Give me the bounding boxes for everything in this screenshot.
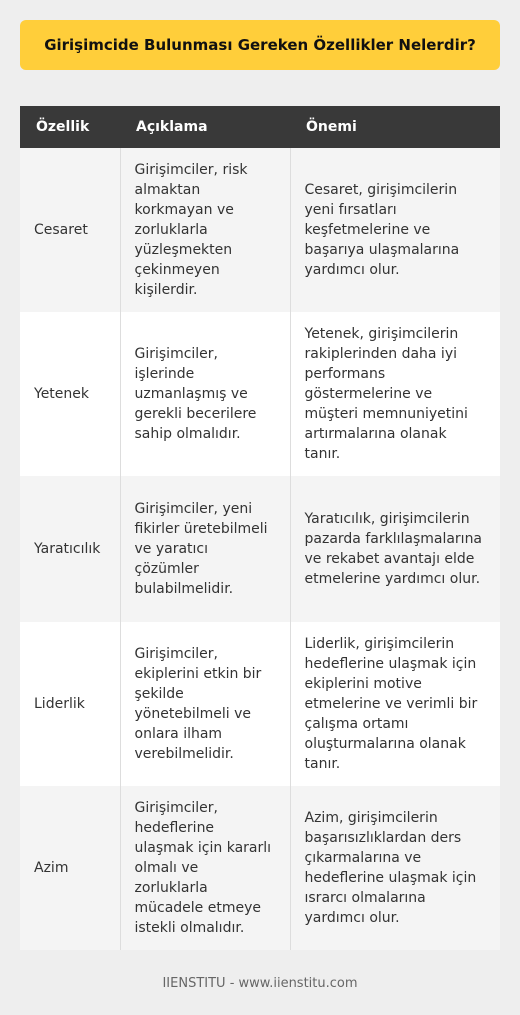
feature-cell: Liderlik <box>20 622 120 786</box>
importance-cell: Yetenek, girişimcilerin rakiplerinden daha iyi performans göstermelerine ve müşteri memnuniyetini artırmalarına olanak tanır. <box>304 326 468 462</box>
table-row <box>20 622 500 786</box>
importance-cell: Yaratıcılık, girişimcilerin pazarda farklılaşmalarına ve rekabet avantajı elde etmelerine yardımcı olur. <box>304 511 483 587</box>
description-cell: Girişimciler, risk almaktan korkmayan ve zorluklarla yüzleşmekten çekinmeyen kişilerdir. <box>120 148 290 312</box>
table-row <box>20 476 500 622</box>
table-body <box>20 148 500 950</box>
description-cell: Girişimciler, hedeflerine ulaşmak için kararlı olmalı ve zorluklarla mücadele etmeye istekli olmalıdır. <box>120 786 290 950</box>
column-header-description: Açıklama <box>120 106 290 148</box>
importance-cell: Liderlik, girişimcilerin hedeflerine ulaşmak için ekiplerini motive etmelerine ve verimli bir çalışma ortamı oluşturmalarına olanak tanır. <box>304 636 478 772</box>
page-title: Girişimcide Bulunması Gereken Özellikler Nelerdir? <box>20 20 500 70</box>
feature-cell: Cesaret <box>20 148 120 312</box>
table-header <box>20 106 500 148</box>
description-cell: Girişimciler, yeni fikirler üretebilmeli ve yaratıcı çözümler bulabilmelidir. <box>120 476 290 622</box>
table-row <box>20 786 500 950</box>
feature-cell: Yetenek <box>20 312 120 476</box>
table-row <box>20 312 500 476</box>
footer-credit: IIENSTITU - www.iienstitu.com <box>162 976 358 991</box>
column-header-feature: Özellik <box>20 106 120 148</box>
feature-cell: Azim <box>20 786 120 950</box>
feature-cell: Yaratıcılık <box>20 476 120 622</box>
importance-cell: Cesaret, girişimcilerin yeni fırsatları keşfetmelerine ve başarıya ulaşmalarına yardımcı olur. <box>304 182 460 278</box>
column-header-importance: Önemi <box>290 106 500 148</box>
importance-cell: Azim, girişimcilerin başarısızlıklardan ders çıkarmalarına ve hedeflerine ulaşmak için ısrarcı olmalarına yardımcı olur. <box>304 810 477 926</box>
table-row <box>20 148 500 312</box>
features-table <box>20 106 500 950</box>
description-cell: Girişimciler, ekiplerini etkin bir şekilde yönetebilmeli ve onlara ilham verebilmelidir. <box>120 622 290 786</box>
description-cell: Girişimciler, işlerinde uzmanlaşmış ve gerekli becerilere sahip olmalıdır. <box>120 312 290 476</box>
